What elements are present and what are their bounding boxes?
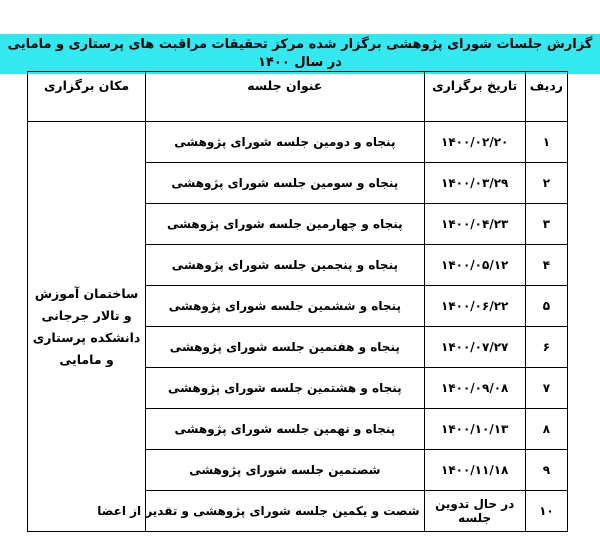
- report-title: گزارش جلسات شورای پژوهشی برگزار شده مرکز تحقیقات مراقبت های پرستاری و مامایی در سال ۱۴۰۰: [0, 34, 600, 74]
- table-row: [28, 122, 568, 163]
- table-body: [28, 122, 568, 532]
- date-cell: ۱۴۰۰/۰۳/۲۹: [424, 163, 525, 204]
- date-cell: ۱۴۰۰/۰۵/۱۲: [424, 245, 525, 286]
- report-title-container: [0, 34, 600, 74]
- header-row-number: ردیف: [525, 72, 567, 122]
- header-session-title: عنوان جلسه: [146, 72, 424, 122]
- row-number-cell: ۷: [525, 368, 567, 409]
- session-title-cell: پنجاه و هفتمین جلسه شورای پژوهشی: [146, 327, 424, 368]
- date-cell: ۱۴۰۰/۱۱/۱۸: [424, 450, 525, 491]
- session-title-cell: شصتمین جلسه شورای پژوهشی: [146, 450, 424, 491]
- session-title-cell: شصت و یکمین جلسه شورای پژوهشی و تقدیر از اعضا: [146, 491, 424, 532]
- sessions-table: [27, 71, 568, 532]
- date-cell: ۱۴۰۰/۰۷/۲۷: [424, 327, 525, 368]
- row-number-cell: ۵: [525, 286, 567, 327]
- session-title-cell: پنجاه و ششمین جلسه شورای پژوهشی: [146, 286, 424, 327]
- session-title-cell: پنجاه و سومین جلسه شورای پژوهشی: [146, 163, 424, 204]
- row-number-cell: ۱۰: [525, 491, 567, 532]
- header-date: تاریخ برگزاری: [424, 72, 525, 122]
- header-venue: مکان برگزاری: [28, 72, 146, 122]
- session-title-cell: پنجاه و هشتمین جلسه شورای پژوهشی: [146, 368, 424, 409]
- date-cell: ۱۴۰۰/۰۹/۰۸: [424, 368, 525, 409]
- row-number-cell: ۶: [525, 327, 567, 368]
- row-number-cell: ۲: [525, 163, 567, 204]
- date-cell: ۱۴۰۰/۱۰/۱۳: [424, 409, 525, 450]
- date-cell: ۱۴۰۰/۰۴/۲۳: [424, 204, 525, 245]
- row-number-cell: ۱: [525, 122, 567, 163]
- date-cell: ۱۴۰۰/۰۲/۲۰: [424, 122, 525, 163]
- row-number-cell: ۹: [525, 450, 567, 491]
- row-number-cell: ۸: [525, 409, 567, 450]
- date-cell: در حال تدوین جلسه: [424, 491, 525, 532]
- table-header-row: [28, 72, 568, 122]
- session-title-cell: پنجاه و نهمین جلسه شورای پژوهشی: [146, 409, 424, 450]
- date-cell: ۱۴۰۰/۰۶/۲۲: [424, 286, 525, 327]
- venue-cell: ساختمان آموزش و تالار جرجانی دانشکده پرستاری و مامایی: [28, 122, 146, 532]
- row-number-cell: ۴: [525, 245, 567, 286]
- session-title-cell: پنجاه و چهارمین جلسه شورای پژوهشی: [146, 204, 424, 245]
- row-number-cell: ۳: [525, 204, 567, 245]
- session-title-cell: پنجاه و پنجمین جلسه شورای پژوهشی: [146, 245, 424, 286]
- session-title-cell: پنجاه و دومین جلسه شورای پژوهشی: [146, 122, 424, 163]
